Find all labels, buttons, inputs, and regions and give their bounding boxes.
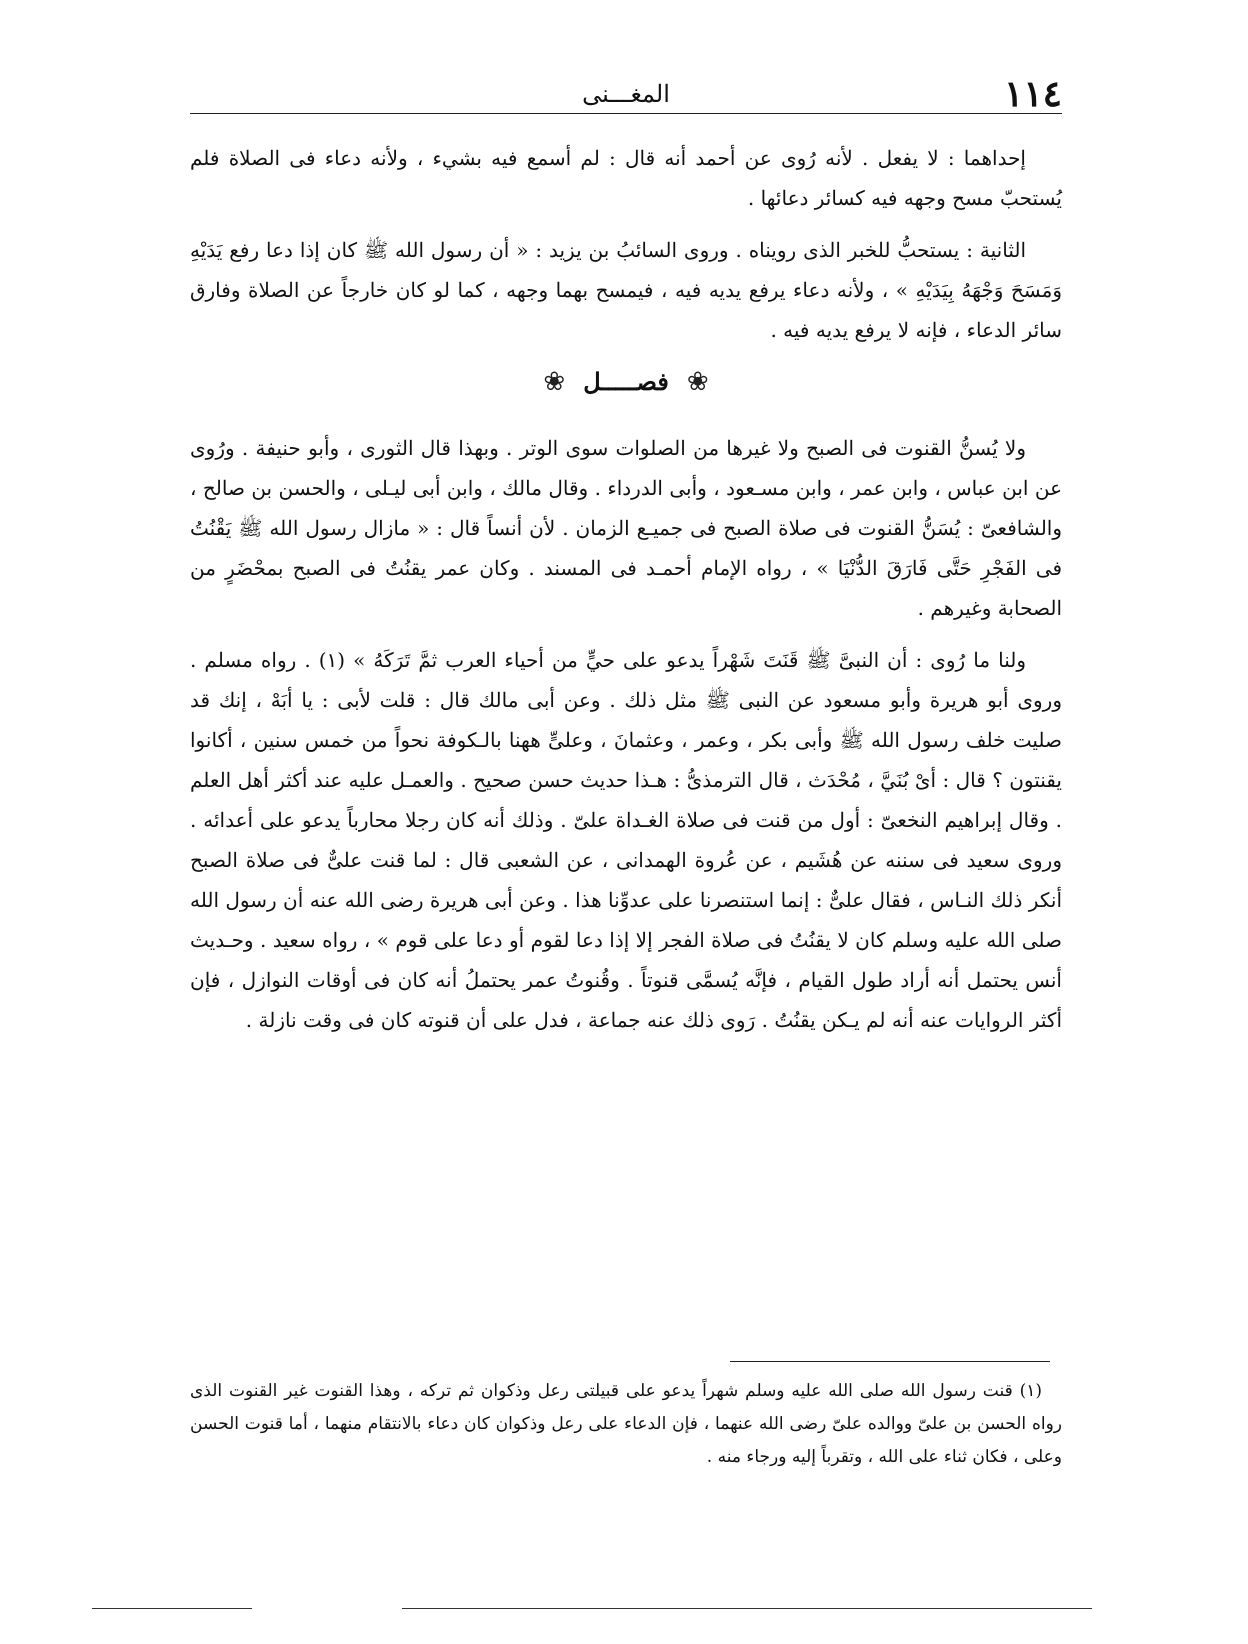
main-text bbox=[190, 138, 1062, 1052]
section-title: فصـــــل bbox=[583, 367, 669, 396]
page-header bbox=[190, 72, 1062, 116]
footnote-1: (١) قنت رسول الله صلى الله عليه وسلم شهراً يدعو على قبيلتى رعل وذكوان ثم تركه ، وهذا القنوت غير القنوت الذى رواه الحسن بن علىّ ووالده علىّ رضى الله عنهما ، فإن الدعاء على رعل وذكوان كان دعاء بالانتقام منهما ، أما قنوت الحسن وعلى ، فكان ثناء على الله ، وتقرباً إليه ورجاء منه . bbox=[190, 1381, 1062, 1467]
running-title: المغـــنى bbox=[582, 80, 670, 108]
footnotes bbox=[190, 1375, 1062, 1474]
bottom-rule bbox=[402, 1608, 1092, 1609]
paragraph-second-opinion: الثانية : يستحبُّ للخبر الذى رويناه . وروى السائبُ بن يزيد : « أن رسول الله ﷺ كان إذا دعا رفع يَدَيْهِ وَمَسَحَ وَجْهَهُ بِيَدَيْهِ » ، ولأنه دعاء يرفع يديه فيه ، فيمسح بهما وجهه ، كما لو كان خارجاً عن الصلاة وفارق سائر الدعاء ، فإنه لا يرفع يديه فيه . bbox=[190, 238, 1062, 342]
page-number: ١١٤ bbox=[1003, 73, 1062, 115]
paragraph-qunut-evidence: ولنا ما رُوى : أن النبىَّ ﷺ قَنَتَ شَهْراً يدعو على حيٍّ من أحياء العرب ثمَّ تَرَكَهُ » (١) . رواه مسلم . وروى أبو هريرة وأبو مسعود عن النبى ﷺ مثل ذلك . وعن أبى مالك قال : قلت لأبى : يا أبَهْ ، إنك قد صليت خلف رسول الله ﷺ وأبى بكر ، وعمر ، وعثمانَ ، وعلىٍّ ههنا بالـكوفة نحواً من خمس سنين ، أكانوا يقنتون ؟ قال : أىْ بُنَيَّ ، مُحْدَث ، قال الترمذىُّ : هـذا حديث حسن صحيح . والعمـل عليه عند أكثر أهل العلم . وقال إبراهيم النخعىّ : أول من قنت فى صلاة الغـداة علىّ . وذلك أنه كان رجلا محارباً يدعو على أعدائه . وروى سعيد فى سننه عن هُشَيم ، عن عُروة الهمدانى ، عن الشعبى قال : لما قنت علىٌّ فى صلاة الصبح أنكر ذلك النـاس ، فقال علىٌّ : إنما استنصرنا على عدوِّنا هذا . وعن أبى هريرة رضى الله عنه أن رسول الله صلى الله عليه وسلم كان لا يقنُتُ فى صلاة الفجر إلا إذا دعا لقوم أو دعا على قوم » ، رواه سعيد . وحـديث أنس يحتمل أنه أراد طول القيام ، فإنَّه يُسمَّى قنوتاً . وقُنوتُ عمر يحتملُ أنه كان فى أوقات النوازل ، فإن أكثر الروايات عنه أنه لم يـكن يقنُتُ . رَوى ذلك عنه جماعة ، فدل على أن قنوته كان فى وقت نازلة . bbox=[190, 648, 1062, 1032]
ornament-icon: ❀ bbox=[543, 367, 566, 397]
bottom-rule bbox=[92, 1608, 252, 1609]
footnote-rule bbox=[730, 1361, 1050, 1362]
section-heading bbox=[190, 362, 1062, 402]
paragraph-qunut-opinions: ولا يُسنُّ القنوت فى الصبح ولا غيرها من الصلوات سوى الوتر . وبهذا قال الثورى ، وأبو حنيفة . ورُوى عن ابن عباس ، وابن عمر ، وابن مسـعود ، وأبى الدرداء . وقال مالك ، وابن أبى ليـلى ، والحسن بن صالح ، والشافعىّ : يُسَنُّ القنوت فى صلاة الصبح فى جميـع الزمان . لأن أنساً قال : « مازال رسول الله ﷺ يَقْنُتُ فى الفَجْرِ حَتَّى فَارَقَ الدُّنْيَا » ، رواه الإمام أحمـد فى المسند . وكان عمر يقنُتُ فى الصبح بمحْضَرٍ من الصحابة وغيرهم . bbox=[190, 436, 1063, 620]
paragraph-first-opinion: إحداهما : لا يفعل . لأنه رُوى عن أحمد أنه قال : لم أسمع فيه بشيء ، ولأنه دعاء فى الصلاة فلم يُستحبّ مسح وجهه فيه كسائر دعائها . bbox=[190, 146, 1062, 210]
ornament-icon: ❀ bbox=[686, 367, 709, 397]
header-rule bbox=[190, 113, 1062, 114]
